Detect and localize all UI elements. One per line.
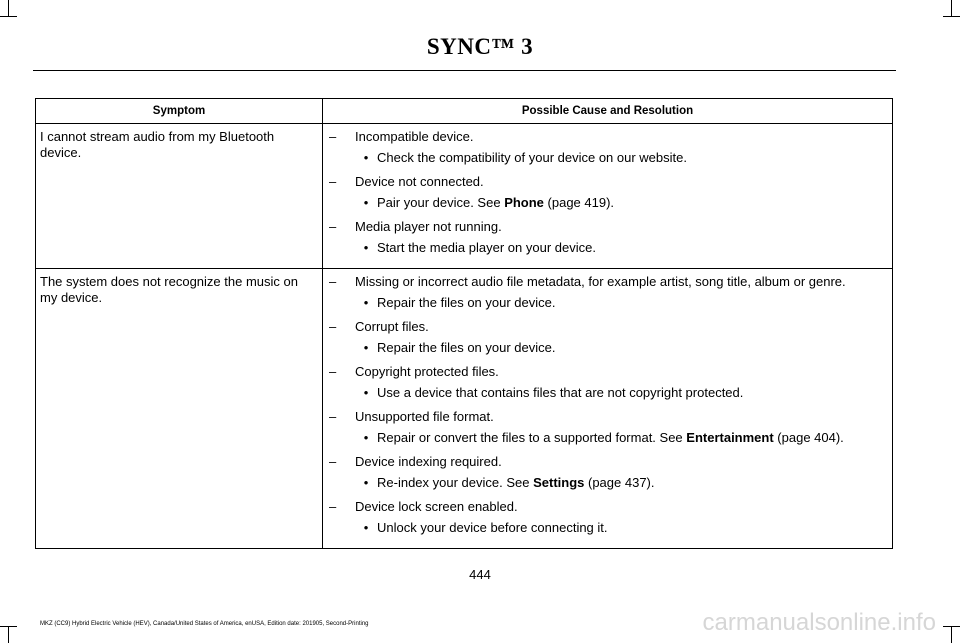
- cause-item: [329, 499, 886, 515]
- cause-item: [329, 409, 886, 425]
- remedy-text-group: [377, 240, 596, 256]
- cause-text: Device indexing required.: [355, 454, 502, 469]
- cause-text: Device lock screen enabled.: [355, 499, 518, 514]
- cause-text: Copyright protected files.: [355, 364, 499, 379]
- crop-mark: [0, 16, 17, 17]
- bullet-marker: •: [363, 475, 369, 490]
- cause-item: [329, 219, 886, 235]
- cause-text: Media player not running.: [355, 219, 502, 234]
- page-reference: (page 419).: [543, 195, 615, 210]
- remedy-text-group: [377, 295, 555, 311]
- cause-item: [329, 274, 886, 290]
- remedy-text: Repair or convert the files to a supported format. See: [377, 430, 687, 445]
- crop-mark: [951, 626, 952, 643]
- dash-marker: –: [329, 274, 337, 289]
- bullet-marker: •: [363, 240, 369, 255]
- dash-marker: –: [329, 454, 337, 469]
- footer-edition-note: MKZ (CC9) Hybrid Electric Vehicle (HEV), Canada/United States of America, enUSA, Edition date: 201905, Second-Printing: [40, 621, 369, 627]
- title-divider: [33, 70, 896, 71]
- remedy-text-group: [377, 150, 687, 166]
- cause-item: [329, 364, 886, 380]
- bullet-marker: •: [363, 385, 369, 400]
- dash-marker: –: [329, 129, 337, 144]
- remedy-text: Check the compatibility of your device on our website.: [377, 150, 687, 165]
- remedy-text: Re-index your device. See: [377, 475, 534, 490]
- cause-text: Device not connected.: [355, 174, 484, 189]
- page-reference: (page 437).: [584, 475, 655, 490]
- remedy-text-group: [377, 475, 655, 491]
- crop-mark: [8, 0, 9, 17]
- remedy-text: Start the media player on your device.: [377, 240, 596, 255]
- page-reference: (page 404).: [773, 430, 844, 445]
- remedy-text: Repair the files on your device.: [377, 340, 556, 355]
- bullet-marker: •: [363, 430, 369, 445]
- page-number: 444: [469, 567, 491, 582]
- watermark: carmanualsonline.info: [702, 609, 936, 636]
- remedy-item: [355, 384, 886, 401]
- cause-item: [329, 174, 886, 190]
- remedy-text: Use a device that contains files that are not copyright protected.: [377, 385, 744, 400]
- symptom-column-header: Symptom: [36, 99, 323, 124]
- remedy-item: [355, 294, 886, 311]
- bullet-marker: •: [363, 295, 369, 310]
- dash-marker: –: [329, 319, 337, 334]
- remedy-item: [355, 339, 886, 356]
- dash-marker: –: [329, 364, 337, 379]
- cause-text: Unsupported file format.: [355, 409, 494, 424]
- bullet-marker: •: [363, 340, 369, 355]
- table-row: [36, 124, 893, 269]
- troubleshooting-table: [35, 98, 893, 549]
- table-body: [36, 124, 893, 549]
- crop-mark: [0, 626, 17, 627]
- table-header-row: [36, 99, 893, 124]
- remedy-text-group: [377, 340, 555, 356]
- cause-text: Incompatible device.: [355, 129, 474, 144]
- page-title: SYNC™ 3: [426, 34, 534, 59]
- cross-reference-link[interactable]: Entertainment: [686, 430, 774, 445]
- dash-marker: –: [329, 174, 337, 189]
- cross-reference-link[interactable]: Settings: [533, 475, 585, 490]
- table-row: [36, 269, 893, 549]
- cause-item: [329, 129, 886, 145]
- dash-marker: –: [329, 219, 337, 234]
- remedy-text: Repair the files on your device.: [377, 295, 556, 310]
- crop-mark: [943, 626, 960, 627]
- remedy-item: [355, 194, 886, 211]
- remedy-item: [355, 474, 886, 491]
- cross-reference-link[interactable]: Phone: [504, 195, 544, 210]
- cause-text: Missing or incorrect audio file metadata, for example artist, song title, album or genre.: [355, 274, 846, 289]
- crop-mark: [951, 0, 952, 17]
- cause-text: Corrupt files.: [355, 319, 429, 334]
- remedy-item: [355, 429, 886, 446]
- bullet-marker: •: [363, 195, 369, 210]
- remedy-item: [355, 239, 886, 256]
- remedy-text-group: [377, 385, 743, 401]
- dash-marker: –: [329, 499, 337, 514]
- remedy-item: [355, 519, 886, 536]
- remedy-text-group: [377, 195, 614, 211]
- bullet-marker: •: [363, 520, 369, 535]
- remedy-item: [355, 149, 886, 166]
- remedy-text-group: [377, 430, 844, 446]
- causes-column-header: Possible Cause and Resolution: [323, 99, 893, 124]
- remedy-text-group: [377, 520, 608, 536]
- causes-cell: [323, 269, 893, 549]
- crop-mark: [8, 626, 9, 643]
- symptom-cell: I cannot stream audio from my Bluetooth device.: [36, 124, 323, 269]
- cause-item: [329, 319, 886, 335]
- cause-item: [329, 454, 886, 470]
- causes-cell: [323, 124, 893, 269]
- remedy-text: Unlock your device before connecting it.: [377, 520, 608, 535]
- dash-marker: –: [329, 409, 337, 424]
- bullet-marker: •: [363, 150, 369, 165]
- remedy-text: Pair your device. See: [377, 195, 505, 210]
- crop-mark: [943, 16, 960, 17]
- symptom-cell: The system does not recognize the music on my device.: [36, 269, 323, 549]
